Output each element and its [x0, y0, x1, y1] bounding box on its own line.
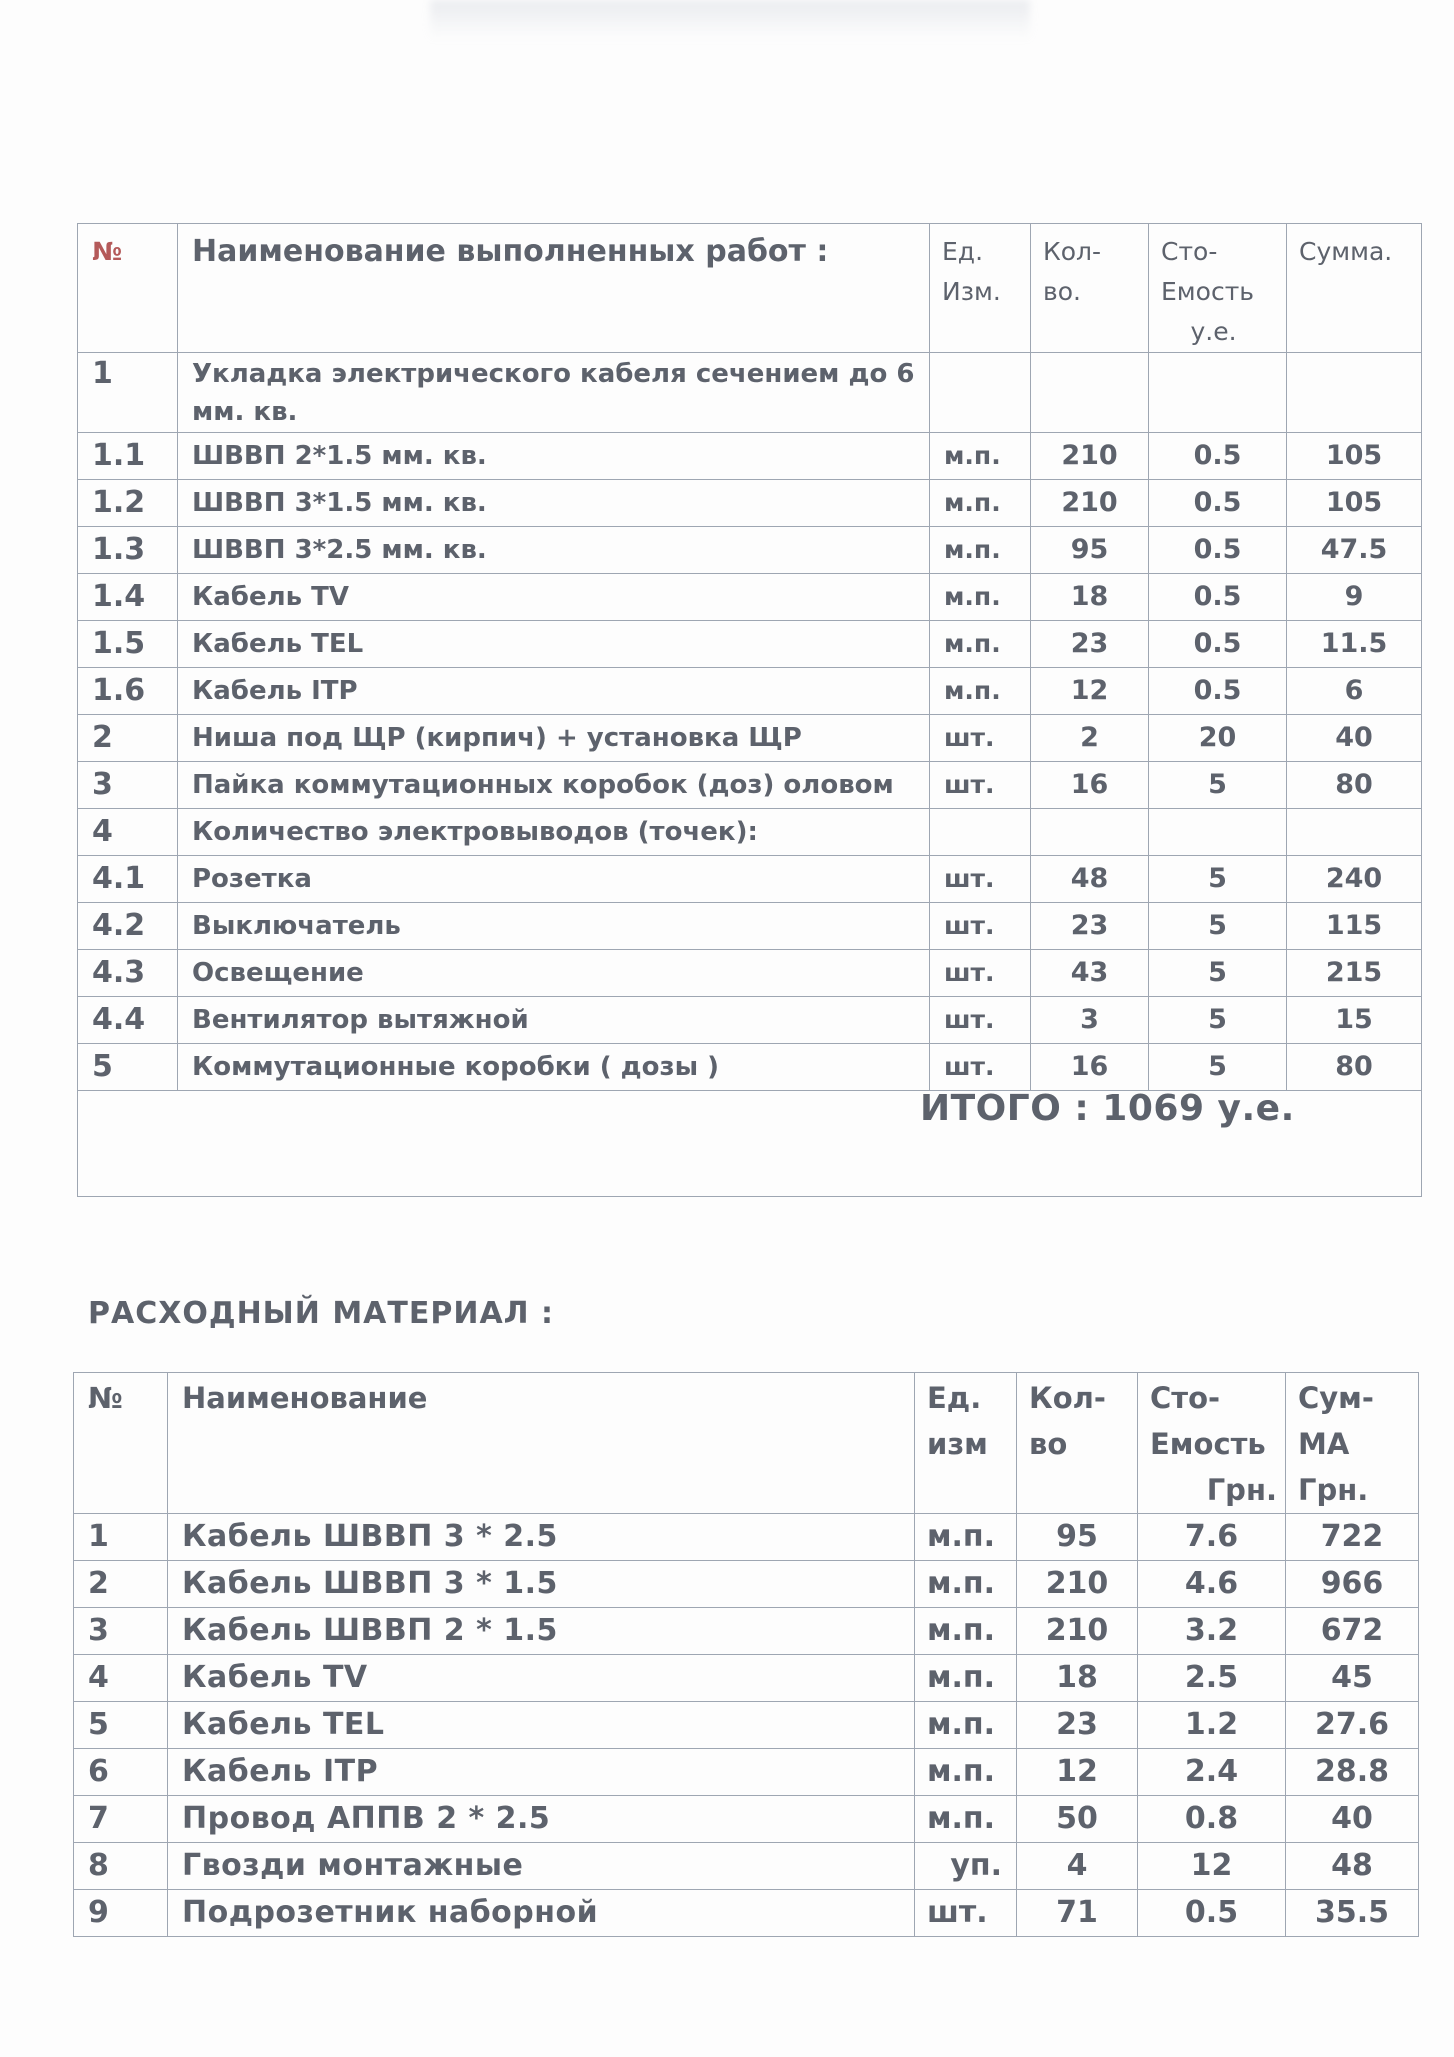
row-quantity: 3	[1031, 997, 1149, 1044]
materials-header-qty: Кол- во	[1017, 1373, 1138, 1514]
row-unit: шт.	[930, 856, 1031, 903]
row-quantity: 210	[1017, 1608, 1138, 1655]
materials_table-row	[74, 1655, 1419, 1702]
row-number: 2	[78, 715, 178, 762]
materials_table-row	[74, 1890, 1419, 1937]
row-price: 5	[1149, 1044, 1287, 1091]
row-quantity: 2	[1031, 715, 1149, 762]
row-number: 9	[74, 1890, 168, 1937]
works-total: ИТОГО : 1069 у.е.	[920, 1088, 1295, 1129]
row-sum: 105	[1287, 480, 1422, 527]
row-number: 2	[74, 1561, 168, 1608]
works_table-row	[78, 433, 1422, 480]
row-unit: м.п.	[930, 574, 1031, 621]
row-price: 2.5	[1138, 1655, 1286, 1702]
row-price: 0.5	[1149, 668, 1287, 715]
row-sum: 80	[1287, 762, 1422, 809]
scan-bleed-through	[430, 0, 1030, 40]
row-name: Кабель ITP	[178, 668, 930, 715]
row-sum	[1287, 353, 1422, 433]
row-name: ШВВП 2*1.5 мм. кв.	[178, 433, 930, 480]
row-quantity: 23	[1031, 621, 1149, 668]
row-name: Подрозетник наборной	[168, 1890, 915, 1937]
row-price: 7.6	[1138, 1514, 1286, 1561]
materials-table-body	[74, 1514, 1419, 1937]
row-quantity: 18	[1017, 1655, 1138, 1702]
works_table-row	[78, 903, 1422, 950]
row-price: 5	[1149, 950, 1287, 997]
row-quantity: 4	[1017, 1843, 1138, 1890]
row-price: 3.2	[1138, 1608, 1286, 1655]
row-number: 1	[74, 1514, 168, 1561]
row-name: ШВВП 3*2.5 мм. кв.	[178, 527, 930, 574]
row-quantity: 16	[1031, 1044, 1149, 1091]
row-quantity	[1031, 353, 1149, 433]
row-unit: м.п.	[915, 1796, 1017, 1843]
materials-header-name: Наименование	[168, 1373, 915, 1514]
row-unit: м.п.	[915, 1749, 1017, 1796]
row-price: 0.5	[1149, 621, 1287, 668]
row-quantity: 210	[1031, 433, 1149, 480]
row-unit: шт.	[930, 762, 1031, 809]
row-unit: шт.	[930, 715, 1031, 762]
row-quantity: 50	[1017, 1796, 1138, 1843]
row-number: 1.5	[78, 621, 178, 668]
row-quantity: 12	[1017, 1749, 1138, 1796]
row-name: Кабель TV	[178, 574, 930, 621]
works_table-row	[78, 353, 1422, 433]
row-sum: 47.5	[1287, 527, 1422, 574]
row-name: Провод АППВ 2 * 2.5	[168, 1796, 915, 1843]
materials_table-row	[74, 1843, 1419, 1890]
row-sum: 45	[1286, 1655, 1419, 1702]
row-quantity: 71	[1017, 1890, 1138, 1937]
row-sum	[1287, 809, 1422, 856]
row-unit: м.п.	[930, 433, 1031, 480]
works_table-row	[78, 762, 1422, 809]
row-quantity: 23	[1031, 903, 1149, 950]
row-unit: м.п.	[915, 1561, 1017, 1608]
materials_table-row	[74, 1702, 1419, 1749]
row-quantity: 210	[1031, 480, 1149, 527]
row-number: 1.2	[78, 480, 178, 527]
row-name: Розетка	[178, 856, 930, 903]
row-price: 5	[1149, 856, 1287, 903]
row-name: Кабель TEL	[168, 1702, 915, 1749]
row-number: 4	[78, 809, 178, 856]
row-sum: 722	[1286, 1514, 1419, 1561]
works_table-row	[78, 950, 1422, 997]
row-number: 1.4	[78, 574, 178, 621]
row-name: ШВВП 3*1.5 мм. кв.	[178, 480, 930, 527]
row-price: 0.8	[1138, 1796, 1286, 1843]
row-name: Количество электровыводов (точек):	[178, 809, 930, 856]
row-quantity: 12	[1031, 668, 1149, 715]
row-price: 5	[1149, 903, 1287, 950]
row-price: 0.5	[1149, 527, 1287, 574]
materials_table-row	[74, 1514, 1419, 1561]
row-number: 1	[78, 353, 178, 433]
row-name: Укладка электрического кабеля сечением до 6 мм. кв.	[178, 353, 930, 433]
row-name: Выключатель	[178, 903, 930, 950]
row-unit: м.п.	[915, 1514, 1017, 1561]
row-sum: 6	[1287, 668, 1422, 715]
row-sum: 240	[1287, 856, 1422, 903]
row-quantity: 210	[1017, 1561, 1138, 1608]
works-header-qty: Кол- во.	[1031, 224, 1149, 353]
row-sum: 215	[1287, 950, 1422, 997]
works_table-row	[78, 997, 1422, 1044]
row-quantity: 43	[1031, 950, 1149, 997]
row-unit: м.п.	[930, 527, 1031, 574]
row-sum: 15	[1287, 997, 1422, 1044]
row-sum: 115	[1287, 903, 1422, 950]
row-price: 5	[1149, 997, 1287, 1044]
materials_table-row	[74, 1561, 1419, 1608]
row-number: 5	[74, 1702, 168, 1749]
works-header-price: Сто- Емость у.е.	[1149, 224, 1287, 353]
row-unit: м.п.	[915, 1608, 1017, 1655]
row-quantity: 95	[1031, 527, 1149, 574]
row-price	[1149, 809, 1287, 856]
row-price: 4.6	[1138, 1561, 1286, 1608]
row-number: 4.3	[78, 950, 178, 997]
works-header-row	[78, 224, 1422, 353]
row-unit: уп.	[915, 1843, 1017, 1890]
row-price: 0.5	[1149, 433, 1287, 480]
works_table-row	[78, 809, 1422, 856]
row-unit: шт.	[930, 950, 1031, 997]
row-name: Вентилятор вытяжной	[178, 997, 930, 1044]
materials-header-row	[74, 1373, 1419, 1514]
works_table-row	[78, 480, 1422, 527]
row-unit: м.п.	[930, 621, 1031, 668]
row-unit: шт.	[930, 1044, 1031, 1091]
works-header-sum: Сумма.	[1287, 224, 1422, 353]
row-sum: 40	[1286, 1796, 1419, 1843]
row-price: 0.5	[1149, 574, 1287, 621]
row-sum: 35.5	[1286, 1890, 1419, 1937]
materials-header-no: №	[74, 1373, 168, 1514]
row-price: 1.2	[1138, 1702, 1286, 1749]
materials-table	[73, 1372, 1419, 1937]
row-name: Кабель ITP	[168, 1749, 915, 1796]
row-quantity: 95	[1017, 1514, 1138, 1561]
row-sum: 9	[1287, 574, 1422, 621]
row-number: 7	[74, 1796, 168, 1843]
row-sum: 28.8	[1286, 1749, 1419, 1796]
row-number: 3	[78, 762, 178, 809]
materials_table-row	[74, 1608, 1419, 1655]
row-name: Гвозди монтажные	[168, 1843, 915, 1890]
row-price: 12	[1138, 1843, 1286, 1890]
works_table-row	[78, 856, 1422, 903]
row-sum: 40	[1287, 715, 1422, 762]
row-number: 6	[74, 1749, 168, 1796]
materials-header-unit: Ед. изм	[915, 1373, 1017, 1514]
row-unit	[930, 353, 1031, 433]
row-name: Кабель ШВВП 3 * 1.5	[168, 1561, 915, 1608]
row-sum: 48	[1286, 1843, 1419, 1890]
row-sum: 11.5	[1287, 621, 1422, 668]
row-name: Кабель ШВВП 3 * 2.5	[168, 1514, 915, 1561]
works-header-name: Наименование выполненных работ :	[178, 224, 930, 353]
works_table-row	[78, 621, 1422, 668]
row-unit: м.п.	[915, 1655, 1017, 1702]
row-number: 3	[74, 1608, 168, 1655]
row-price: 0.5	[1149, 480, 1287, 527]
row-number: 4.1	[78, 856, 178, 903]
row-unit: шт.	[915, 1890, 1017, 1937]
row-price: 20	[1149, 715, 1287, 762]
row-unit: м.п.	[930, 480, 1031, 527]
row-number: 4	[74, 1655, 168, 1702]
row-quantity: 18	[1031, 574, 1149, 621]
row-number: 1.6	[78, 668, 178, 715]
works-header-unit: Ед. Изм.	[930, 224, 1031, 353]
row-sum: 80	[1287, 1044, 1422, 1091]
row-name: Ниша под ЩР (кирпич) + установка ЩР	[178, 715, 930, 762]
row-number: 5	[78, 1044, 178, 1091]
works_table-row	[78, 527, 1422, 574]
row-number: 1.1	[78, 433, 178, 480]
row-quantity: 48	[1031, 856, 1149, 903]
row-quantity	[1031, 809, 1149, 856]
works_table-row	[78, 668, 1422, 715]
materials-heading: РАСХОДНЫЙ МАТЕРИАЛ :	[88, 1296, 555, 1331]
row-number: 4.2	[78, 903, 178, 950]
works-table	[77, 223, 1422, 1197]
row-number: 8	[74, 1843, 168, 1890]
row-name: Коммутационные коробки ( дозы )	[178, 1044, 930, 1091]
row-quantity: 23	[1017, 1702, 1138, 1749]
works-header-no: №	[78, 224, 178, 353]
row-unit: шт.	[930, 997, 1031, 1044]
row-number: 4.4	[78, 997, 178, 1044]
row-name: Кабель ШВВП 2 * 1.5	[168, 1608, 915, 1655]
row-number: 1.3	[78, 527, 178, 574]
row-price: 5	[1149, 762, 1287, 809]
row-sum: 966	[1286, 1561, 1419, 1608]
works_table-row	[78, 1044, 1422, 1091]
works-table-body	[78, 353, 1422, 1197]
row-price: 2.4	[1138, 1749, 1286, 1796]
row-sum: 105	[1287, 433, 1422, 480]
row-unit: м.п.	[930, 668, 1031, 715]
row-unit	[930, 809, 1031, 856]
row-price: 0.5	[1138, 1890, 1286, 1937]
works_table-row	[78, 574, 1422, 621]
row-price	[1149, 353, 1287, 433]
row-quantity: 16	[1031, 762, 1149, 809]
row-name: Пайка коммутационных коробок (доз) оловом	[178, 762, 930, 809]
row-sum: 27.6	[1286, 1702, 1419, 1749]
row-sum: 672	[1286, 1608, 1419, 1655]
row-name: Кабель TEL	[178, 621, 930, 668]
works_table-row	[78, 715, 1422, 762]
row-name: Кабель TV	[168, 1655, 915, 1702]
materials-header-price: Сто- Емость Грн.	[1138, 1373, 1286, 1514]
row-unit: м.п.	[915, 1702, 1017, 1749]
materials-header-sum: Сум- МА Грн.	[1286, 1373, 1419, 1514]
materials_table-row	[74, 1749, 1419, 1796]
row-name: Освещение	[178, 950, 930, 997]
materials_table-row	[74, 1796, 1419, 1843]
row-unit: шт.	[930, 903, 1031, 950]
